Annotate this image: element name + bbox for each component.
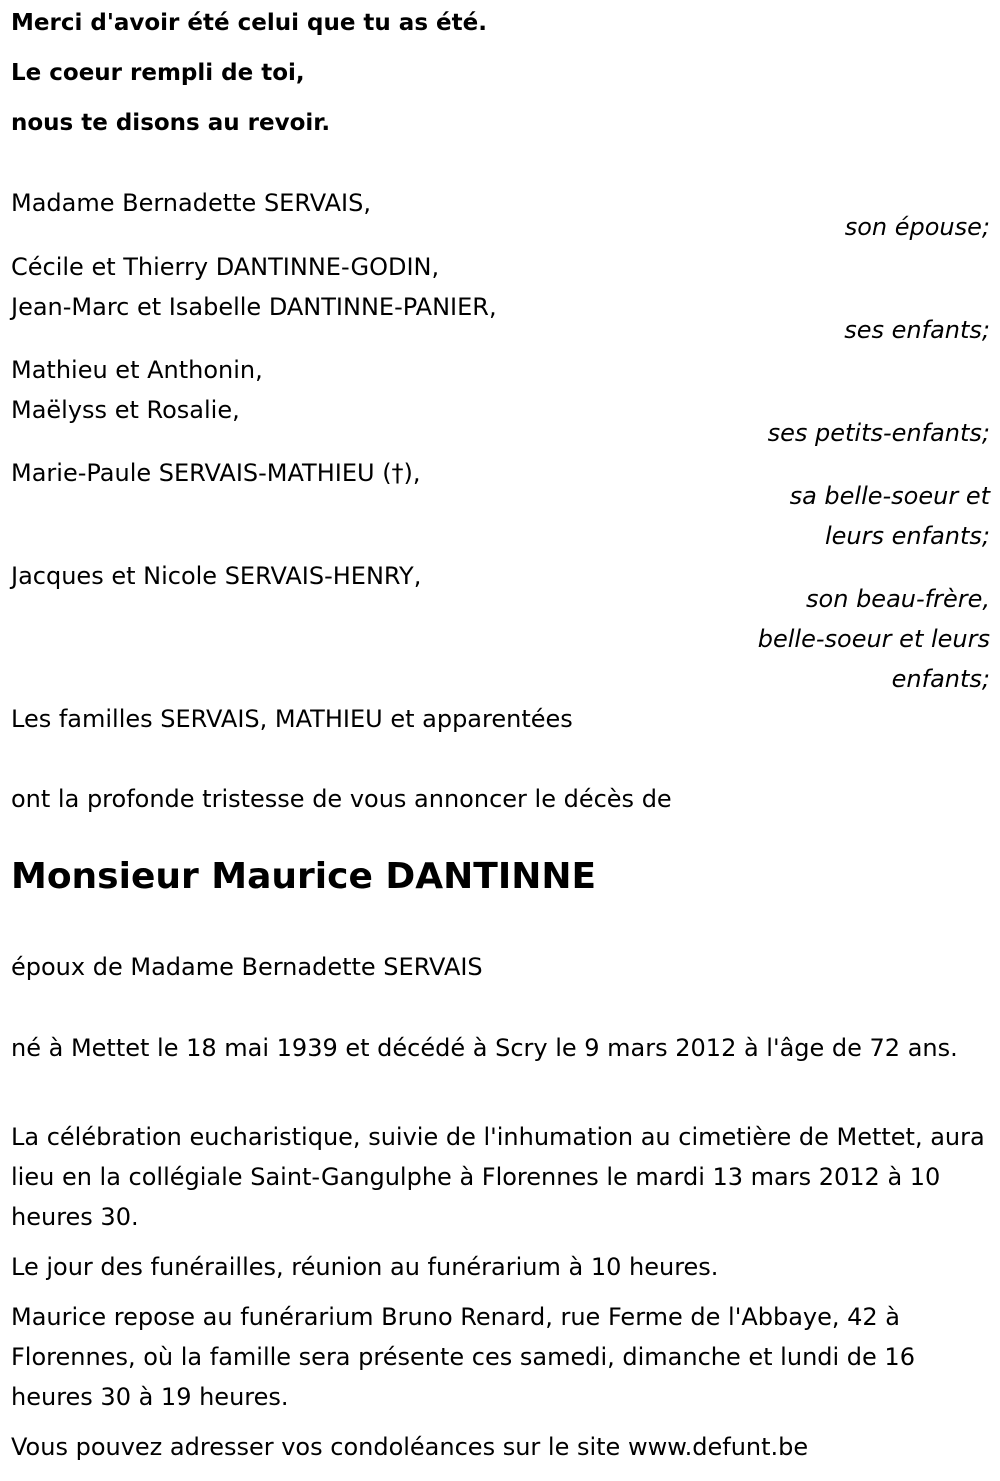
- brother-in-law-name: Jacques et Nicole SERVAIS-HENRY,: [11, 562, 422, 590]
- child-2-name: Jean-Marc et Isabelle DANTINNE-PANIER,: [11, 293, 497, 321]
- deceased-name: Monsieur Maurice DANTINNE: [11, 856, 597, 897]
- brother-in-law-relation-2: belle-soeur et leurs: [757, 625, 990, 653]
- intro-line-2: Le coeur rempli de toi,: [11, 60, 305, 86]
- intro-line-1: Merci d'avoir été celui que tu as été.: [11, 10, 487, 36]
- gathering-paragraph: Le jour des funérailles, réunion au funérarium à 10 heures.: [11, 1253, 719, 1281]
- spouse-name: Madame Bernadette SERVAIS,: [11, 189, 371, 217]
- children-relation: ses enfants;: [844, 316, 990, 344]
- brother-in-law-relation-3: enfants;: [891, 665, 990, 693]
- intro-line-3: nous te disons au revoir.: [11, 110, 331, 136]
- grandchild-1-name: Mathieu et Anthonin,: [11, 356, 263, 384]
- extended-families: Les familles SERVAIS, MATHIEU et apparentées: [11, 705, 573, 733]
- child-1-name: Cécile et Thierry DANTINNE-GODIN,: [11, 253, 440, 281]
- sister-in-law-relation-1: sa belle-soeur et: [789, 482, 990, 510]
- spouse-line: époux de Madame Bernadette SERVAIS: [11, 953, 483, 981]
- grandchildren-relation: ses petits-enfants;: [767, 419, 990, 447]
- ceremony-paragraph: La célébration eucharistique, suivie de l'inhumation au cimetière de Mettet, aura lieu en la collégiale Saint-Gangulphe à Florennes le mardi 13 mars 2012 à 10 heures 30.: [11, 1123, 985, 1231]
- visitation-paragraph: Maurice repose au funérarium Bruno Renard, rue Ferme de l'Abbaye, 42 à Florennes, où la famille sera présente ces samedi, dimanche et lundi de 16 heures 30 à 19 heures.: [11, 1303, 915, 1411]
- announcement-text: ont la profonde tristesse de vous annoncer le décès de: [11, 785, 672, 813]
- spouse-relation: son épouse;: [844, 213, 990, 241]
- condolences-paragraph: Vous pouvez adresser vos condoléances sur le site www.defunt.be: [11, 1433, 809, 1461]
- sister-in-law-relation-2: leurs enfants;: [825, 522, 990, 550]
- grandchild-2-name: Maëlyss et Rosalie,: [11, 396, 240, 424]
- sister-in-law-name: Marie-Paule SERVAIS-MATHIEU (†),: [11, 459, 421, 487]
- brother-in-law-relation-1: son beau-frère,: [806, 585, 990, 613]
- birth-death-paragraph: né à Mettet le 18 mai 1939 et décédé à Scry le 9 mars 2012 à l'âge de 72 ans.: [11, 1034, 958, 1062]
